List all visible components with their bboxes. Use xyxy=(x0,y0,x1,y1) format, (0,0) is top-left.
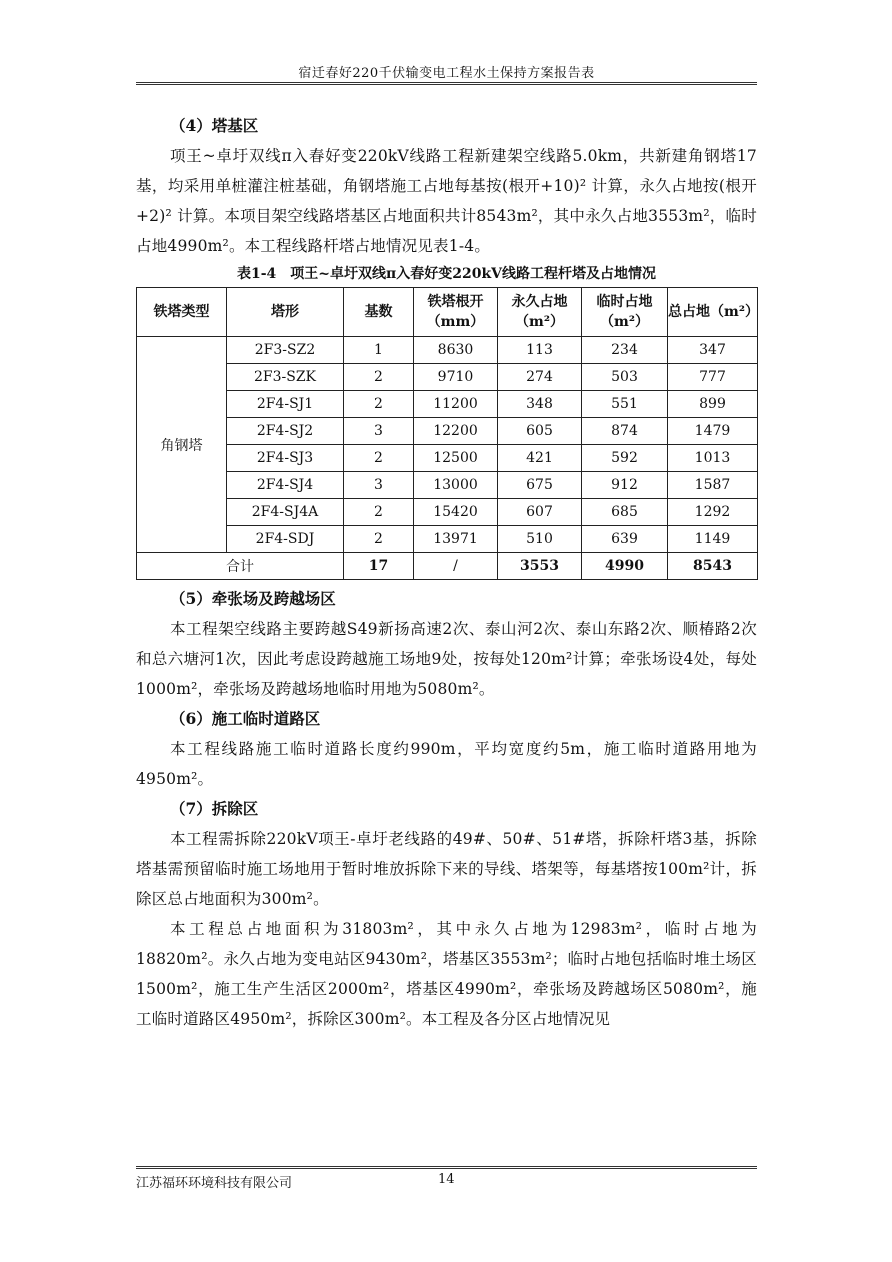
summary-paragraph: 本工程总占地面积为31803m²，其中永久占地为12983m²，临时占地为18820m²。永久占地为变电站区9430m²，塔基区3553m²；临时占地包括临时堆土场区1500m²，施工生产生活区2000m²，塔基区4990m²，牵张场及跨越场区5080m²，施工临时道路区4950m²，拆除区300m²。本工程及各分区占地情况见 xyxy=(136,920,757,1028)
footer-company: 江苏福环环境科技有限公司 xyxy=(136,1176,293,1191)
page-number: 14 xyxy=(438,1172,455,1187)
table-cell: 2 xyxy=(344,499,414,526)
table-cell: 2F3-SZ2 xyxy=(227,337,344,364)
table-cell: 777 xyxy=(668,364,758,391)
table-cell: 421 xyxy=(498,445,582,472)
total-cell: 17 xyxy=(344,553,414,580)
table-cell: 12200 xyxy=(414,418,498,445)
header-permanent-area: 永久占地（m²） xyxy=(498,288,582,337)
table-cell: 2 xyxy=(344,391,414,418)
table-cell: 551 xyxy=(582,391,668,418)
table-cell: 234 xyxy=(582,337,668,364)
table-cell: 675 xyxy=(498,472,582,499)
table-cell: 113 xyxy=(498,337,582,364)
table-cell: 605 xyxy=(498,418,582,445)
table-cell: 3 xyxy=(344,472,414,499)
table-cell: 13971 xyxy=(414,526,498,553)
header-total-area: 总占地（m²） xyxy=(668,288,758,337)
table-cell: 274 xyxy=(498,364,582,391)
table-cell: 607 xyxy=(498,499,582,526)
total-cell: 8543 xyxy=(668,553,758,580)
table-cell: 348 xyxy=(498,391,582,418)
table-cell: 874 xyxy=(582,418,668,445)
section-7-paragraph: 本工程需拆除220kV项王-卓圩老线路的49#、50#、51#塔，拆除杆塔3基，拆除塔基需预留临时施工场地用于暂时堆放拆除下来的导线、塔架等，每基塔按100m²计，拆除区总占地面积为300m²。 xyxy=(136,830,757,908)
table-cell: 1149 xyxy=(668,526,758,553)
header-count: 基数 xyxy=(344,288,414,337)
table-cell: 2F4-SDJ xyxy=(227,526,344,553)
table-body xyxy=(137,337,758,580)
table-cell: 1587 xyxy=(668,472,758,499)
table-cell: 347 xyxy=(668,337,758,364)
section-6-heading: （6）施工临时道路区 xyxy=(170,709,321,728)
table-cell: 2 xyxy=(344,526,414,553)
table-row xyxy=(137,337,758,364)
table-cell: 503 xyxy=(582,364,668,391)
table-cell: 1013 xyxy=(668,445,758,472)
section-4-heading: （4）塔基区 xyxy=(170,116,259,135)
table-row xyxy=(137,445,758,472)
table-header-row xyxy=(137,288,758,337)
section-7-heading: （7）拆除区 xyxy=(170,799,259,818)
table-cell: 592 xyxy=(582,445,668,472)
section-5-heading: （5）牵张场及跨越场区 xyxy=(170,589,336,608)
header-rule xyxy=(136,82,757,85)
header-tower-model: 塔形 xyxy=(227,288,344,337)
table-cell: 13000 xyxy=(414,472,498,499)
footer-rule xyxy=(136,1166,757,1169)
table-cell: 2F4-SJ1 xyxy=(227,391,344,418)
total-cell: 4990 xyxy=(582,553,668,580)
table-row xyxy=(137,391,758,418)
total-cell: 3553 xyxy=(498,553,582,580)
table-cell: 685 xyxy=(582,499,668,526)
table-cell: 2F4-SJ3 xyxy=(227,445,344,472)
table-cell: 510 xyxy=(498,526,582,553)
table-cell: 639 xyxy=(582,526,668,553)
table-cell: 1292 xyxy=(668,499,758,526)
table-cell: 9710 xyxy=(414,364,498,391)
table-cell: 899 xyxy=(668,391,758,418)
table-row xyxy=(137,364,758,391)
page-content xyxy=(136,111,757,1034)
total-cell: / xyxy=(414,553,498,580)
section-6-paragraph: 本工程线路施工临时道路长度约990m，平均宽度约5m，施工临时道路用地为4950m²。 xyxy=(136,740,757,788)
page-header: 宿迁春好220千伏输变电工程水土保持方案报告表 xyxy=(298,66,595,81)
table-cell: 12500 xyxy=(414,445,498,472)
table-row xyxy=(137,526,758,553)
header-tower-type: 铁塔类型 xyxy=(137,288,227,337)
table-cell: 1 xyxy=(344,337,414,364)
table-cell: 2F3-SZK xyxy=(227,364,344,391)
table-cell: 3 xyxy=(344,418,414,445)
table-total-row xyxy=(137,553,758,580)
table-cell: 8630 xyxy=(414,337,498,364)
table-cell: 2 xyxy=(344,445,414,472)
section-4-paragraph: 项王~卓圩双线π入春好变220kV线路工程新建架空线路5.0km，共新建角钢塔17基，均采用单桩灌注桩基础，角钢塔施工占地每基按(根开+10)² 计算，永久占地按(根开+2)² 计算。本项目架空线路塔基区占地面积共计8543m²，其中永久占地3553m²，临时占地4990m²。本工程线路杆塔占地情况见表1-4。 xyxy=(136,147,757,255)
table-row xyxy=(137,499,758,526)
table-cell: 15420 xyxy=(414,499,498,526)
table-cell: 2F4-SJ4 xyxy=(227,472,344,499)
table-row xyxy=(137,418,758,445)
tower-land-table xyxy=(136,287,758,580)
header-temporary-area: 临时占地（m²） xyxy=(582,288,668,337)
group-label-cell: 角钢塔 xyxy=(137,337,227,553)
table-cell: 11200 xyxy=(414,391,498,418)
table-cell: 2F4-SJ4A xyxy=(227,499,344,526)
total-label-cell: 合计 xyxy=(137,553,344,580)
table-cell: 2F4-SJ2 xyxy=(227,418,344,445)
table-cell: 1479 xyxy=(668,418,758,445)
table-cell: 2 xyxy=(344,364,414,391)
table-caption: 表1-4 项王~卓圩双线π入春好变220kV线路工程杆塔及占地情况 xyxy=(236,266,657,282)
header-root-spacing: 铁塔根开（mm） xyxy=(414,288,498,337)
table-row xyxy=(137,472,758,499)
section-5-paragraph: 本工程架空线路主要跨越S49新扬高速2次、泰山河2次、泰山东路2次、顺椿路2次和总六塘河1次，因此考虑设跨越施工场地9处，按每处120m²计算；牵张场设4处，每处1000m²，牵张场及跨越场地临时用地为5080m²。 xyxy=(136,620,757,698)
table-cell: 912 xyxy=(582,472,668,499)
